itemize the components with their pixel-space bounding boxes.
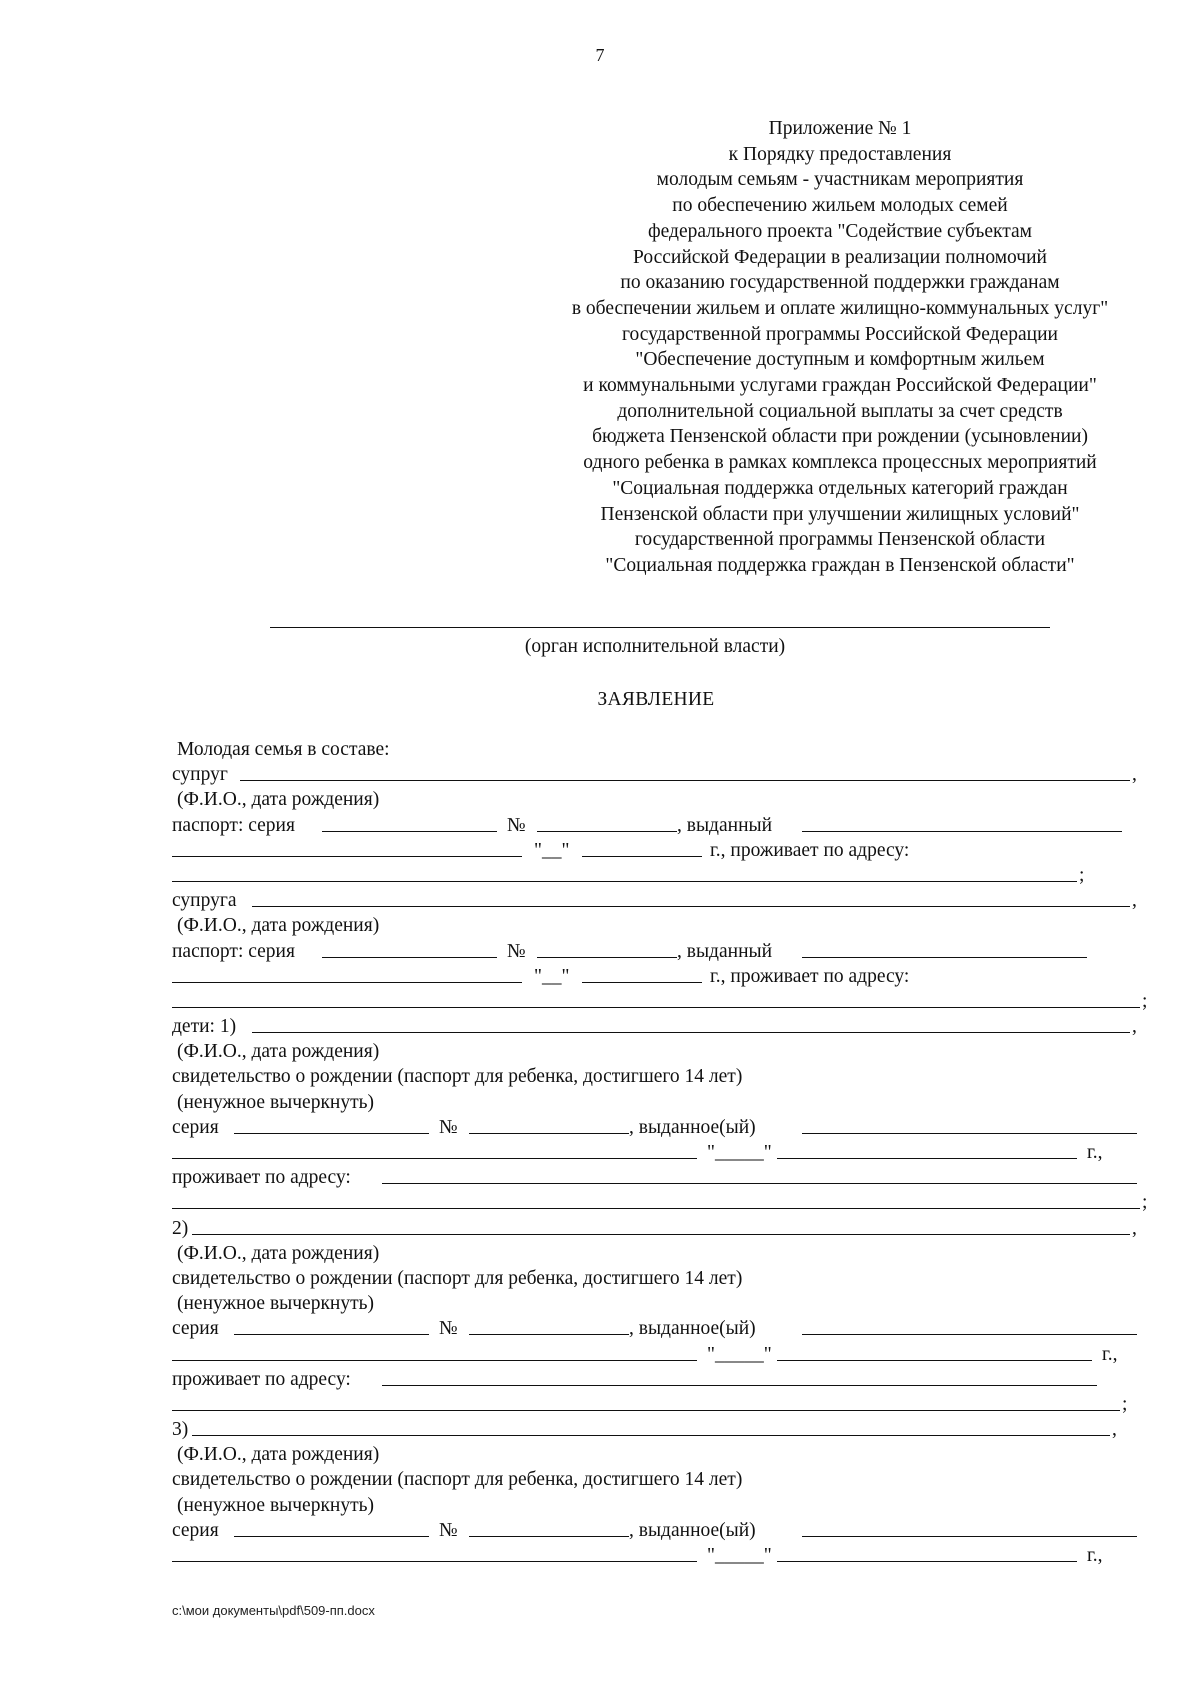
child3-fio-field[interactable] xyxy=(192,1417,1110,1436)
statement-title: ЗАЯВЛЕНИЕ xyxy=(597,689,715,710)
child2-address-field-cont[interactable] xyxy=(172,1392,1120,1411)
semicolon: ; xyxy=(1142,990,1148,1012)
series-label: серия xyxy=(172,1318,219,1340)
form-row xyxy=(172,1165,1172,1190)
semicolon: ; xyxy=(1122,1393,1128,1415)
form-row xyxy=(172,939,1172,964)
form-row xyxy=(172,1467,1172,1492)
fio-hint: (Ф.И.О., дата рождения) xyxy=(177,915,380,937)
form-row xyxy=(172,737,1172,762)
issued-child-label: , выданное(ый) xyxy=(629,1519,756,1541)
comma: , xyxy=(1132,890,1137,912)
child2-series-field[interactable] xyxy=(234,1316,429,1335)
authority-field[interactable] xyxy=(270,610,1050,633)
year-label: г., xyxy=(1087,1545,1103,1566)
appendix-line: государственной программы Российской Федерации xyxy=(622,323,1058,345)
number-sign: № xyxy=(439,1318,458,1340)
form-row xyxy=(172,1342,1172,1367)
husband-fio-field[interactable] xyxy=(240,762,1130,781)
wife-passport-issuer-field[interactable] xyxy=(802,939,1087,958)
appendix-line: Пензенской области при улучшении жилищных условий" xyxy=(600,503,1080,525)
child1-address-field[interactable] xyxy=(382,1165,1137,1184)
appendix-line: по оказанию государственной поддержки гражданам xyxy=(620,272,1060,294)
file-path-footer: c:\мои документы\pdf\509-пп.docx xyxy=(172,1603,375,1618)
form-row xyxy=(172,1392,1172,1417)
year-address-label: г., проживает по адресу: xyxy=(710,965,910,987)
form-row xyxy=(172,762,1172,787)
birth-cert-label: свидетельство о рождении (паспорт для ребенка, достигшего 14 лет) xyxy=(172,1267,743,1289)
appendix-line: в обеспечении жильем и оплате жилищно-коммунальных услуг" xyxy=(571,297,1109,319)
date-quote: "_____" xyxy=(707,1545,772,1566)
form-row xyxy=(172,1518,1172,1543)
appendix-line: "Социальная поддержка граждан в Пензенской области" xyxy=(605,554,1075,576)
fio-hint: (Ф.И.О., дата рождения) xyxy=(177,1444,380,1466)
intro-text: Молодая семья в составе: xyxy=(177,739,390,760)
appendix-line: одного ребенка в рамках комплекса процессных мероприятий xyxy=(583,452,1097,474)
appendix-line: государственной программы Пензенской области xyxy=(634,529,1046,551)
year-address-label: г., проживает по адресу: xyxy=(710,839,910,861)
date-quote: "_____" xyxy=(707,1142,772,1163)
appendix-line: Российской Федерации в реализации полномочий xyxy=(633,246,1047,268)
form-row xyxy=(172,1090,1172,1115)
birth-cert-label: свидетельство о рождении (паспорт для ребенка, достигшего 14 лет) xyxy=(172,1469,743,1491)
form-row xyxy=(172,1367,1172,1392)
issued-label: , выданный xyxy=(677,814,773,836)
fio-hint: (Ф.И.О., дата рождения) xyxy=(177,1041,380,1063)
child2-issuer-field-cont[interactable] xyxy=(172,1342,697,1361)
form-row xyxy=(172,989,1172,1014)
form-row xyxy=(172,1140,1172,1165)
form-row xyxy=(172,1190,1172,1215)
appendix-header xyxy=(500,116,1180,579)
issued-label: , выданный xyxy=(677,940,773,962)
form-row xyxy=(172,1266,1172,1291)
child2-number-field[interactable] xyxy=(469,1316,629,1335)
form-row xyxy=(172,1316,1172,1341)
form-row xyxy=(172,838,1172,863)
lives-at-label: проживает по адресу: xyxy=(172,1368,351,1390)
form-row xyxy=(172,787,1172,812)
husband-passport-date-field[interactable] xyxy=(582,838,702,857)
number-sign: № xyxy=(507,940,526,962)
wife-label: супруга xyxy=(172,890,237,912)
lives-at-label: проживает по адресу: xyxy=(172,1167,351,1189)
form-row xyxy=(172,888,1172,913)
appendix-line: федерального проекта "Содействие субъектам xyxy=(647,220,1033,242)
birth-cert-label: свидетельство о рождении (паспорт для ребенка, достигшего 14 лет) xyxy=(172,1066,743,1088)
date-quote: "_____" xyxy=(707,1343,772,1365)
application-form xyxy=(172,737,1172,1568)
issued-child-label: , выданное(ый) xyxy=(629,1318,756,1340)
child2-address-field[interactable] xyxy=(382,1367,1097,1386)
strike-hint: (ненужное вычеркнуть) xyxy=(177,1494,375,1516)
form-row xyxy=(172,1417,1172,1442)
page-number: 7 xyxy=(595,45,605,65)
form-row xyxy=(172,1039,1172,1064)
year-label: г., xyxy=(1102,1343,1118,1365)
child1-issuer-field[interactable] xyxy=(802,1115,1137,1134)
authority-blank-line xyxy=(270,627,1050,628)
issued-child-label: , выданное(ый) xyxy=(629,1116,756,1138)
wife-passport-date-field[interactable] xyxy=(582,964,702,983)
child2-issuer-field[interactable] xyxy=(802,1316,1137,1335)
semicolon: ; xyxy=(1079,864,1085,886)
strike-hint: (ненужное вычеркнуть) xyxy=(177,1293,375,1315)
year-label: г., xyxy=(1087,1142,1103,1163)
child3-date-field[interactable] xyxy=(777,1543,1077,1562)
child3-number-field[interactable] xyxy=(469,1518,629,1537)
child1-issuer-field-cont[interactable] xyxy=(172,1140,697,1159)
appendix-line: бюджета Пензенской области при рождении (усыновлении) xyxy=(592,426,1088,448)
date-quote: "__" xyxy=(534,965,570,987)
husband-passport-number-field[interactable] xyxy=(537,813,677,832)
fio-hint: (Ф.И.О., дата рождения) xyxy=(177,789,380,811)
form-row xyxy=(172,913,1172,938)
appendix-line: Приложение № 1 xyxy=(768,118,912,139)
series-label: серия xyxy=(172,1519,219,1541)
wife-fio-field[interactable] xyxy=(252,888,1130,907)
comma: , xyxy=(1132,1016,1137,1038)
child1-fio-field[interactable] xyxy=(252,1014,1130,1033)
wife-passport-number-field[interactable] xyxy=(537,939,677,958)
number-sign: № xyxy=(507,814,526,836)
appendix-line: дополнительной социальной выплаты за счет средств xyxy=(617,400,1063,422)
semicolon: ; xyxy=(1142,1192,1148,1214)
form-row xyxy=(172,1291,1172,1316)
appendix-line: и коммунальными услугами граждан Российской Федерации" xyxy=(583,375,1097,397)
date-quote: "__" xyxy=(534,839,570,861)
husband-passport-issuer-field-cont[interactable] xyxy=(172,838,522,857)
strike-hint: (ненужное вычеркнуть) xyxy=(177,1091,375,1113)
child2-fio-field[interactable] xyxy=(192,1216,1130,1235)
form-row xyxy=(172,1241,1172,1266)
form-row xyxy=(172,1216,1172,1241)
number-sign: № xyxy=(439,1116,458,1138)
child2-date-field[interactable] xyxy=(777,1342,1092,1361)
fio-hint: (Ф.И.О., дата рождения) xyxy=(177,1242,380,1264)
husband-address-field[interactable] xyxy=(172,863,1077,882)
form-row xyxy=(172,1442,1172,1467)
form-row xyxy=(172,813,1172,838)
authority-caption: (орган исполнительной власти) xyxy=(524,636,786,657)
appendix-line: молодым семьям - участникам мероприятия xyxy=(656,169,1024,191)
passport-series-label: паспорт: серия xyxy=(172,814,295,836)
child2-label: 2) xyxy=(172,1217,189,1239)
children-label: дети: 1) xyxy=(172,1016,237,1038)
form-row xyxy=(172,1543,1172,1568)
form-row xyxy=(172,863,1172,888)
child1-number-field[interactable] xyxy=(469,1115,629,1134)
form-row xyxy=(172,1064,1172,1089)
form-row xyxy=(172,1014,1172,1039)
wife-passport-issuer-field-cont[interactable] xyxy=(172,964,522,983)
child1-address-field-cont[interactable] xyxy=(172,1190,1140,1209)
appendix-line: "Обеспечение доступным и комфортным жильем xyxy=(635,349,1045,371)
form-row xyxy=(172,964,1172,989)
child3-series-field[interactable] xyxy=(234,1518,429,1537)
comma: , xyxy=(1132,1217,1137,1239)
husband-passport-issuer-field[interactable] xyxy=(802,813,1122,832)
appendix-line: по обеспечению жильем молодых семей xyxy=(672,195,1008,217)
appendix-line: к Порядку предоставления xyxy=(728,143,952,165)
child3-issuer-field-cont[interactable] xyxy=(172,1543,697,1562)
form-row xyxy=(172,1493,1172,1518)
comma: , xyxy=(1132,764,1137,786)
form-row xyxy=(172,1115,1172,1140)
number-sign: № xyxy=(439,1519,458,1541)
husband-label: супруг xyxy=(172,764,228,786)
wife-passport-series-field[interactable] xyxy=(322,939,497,958)
passport-series-label: паспорт: серия xyxy=(172,940,295,962)
wife-address-field[interactable] xyxy=(172,989,1140,1008)
child3-issuer-field[interactable] xyxy=(802,1518,1137,1537)
series-label: серия xyxy=(172,1116,219,1138)
appendix-line: "Социальная поддержка отдельных категорий граждан xyxy=(612,477,1068,499)
child3-label: 3) xyxy=(172,1419,189,1441)
comma: , xyxy=(1112,1419,1117,1441)
child1-date-field[interactable] xyxy=(777,1140,1077,1159)
child1-series-field[interactable] xyxy=(234,1115,429,1134)
husband-passport-series-field[interactable] xyxy=(322,813,497,832)
